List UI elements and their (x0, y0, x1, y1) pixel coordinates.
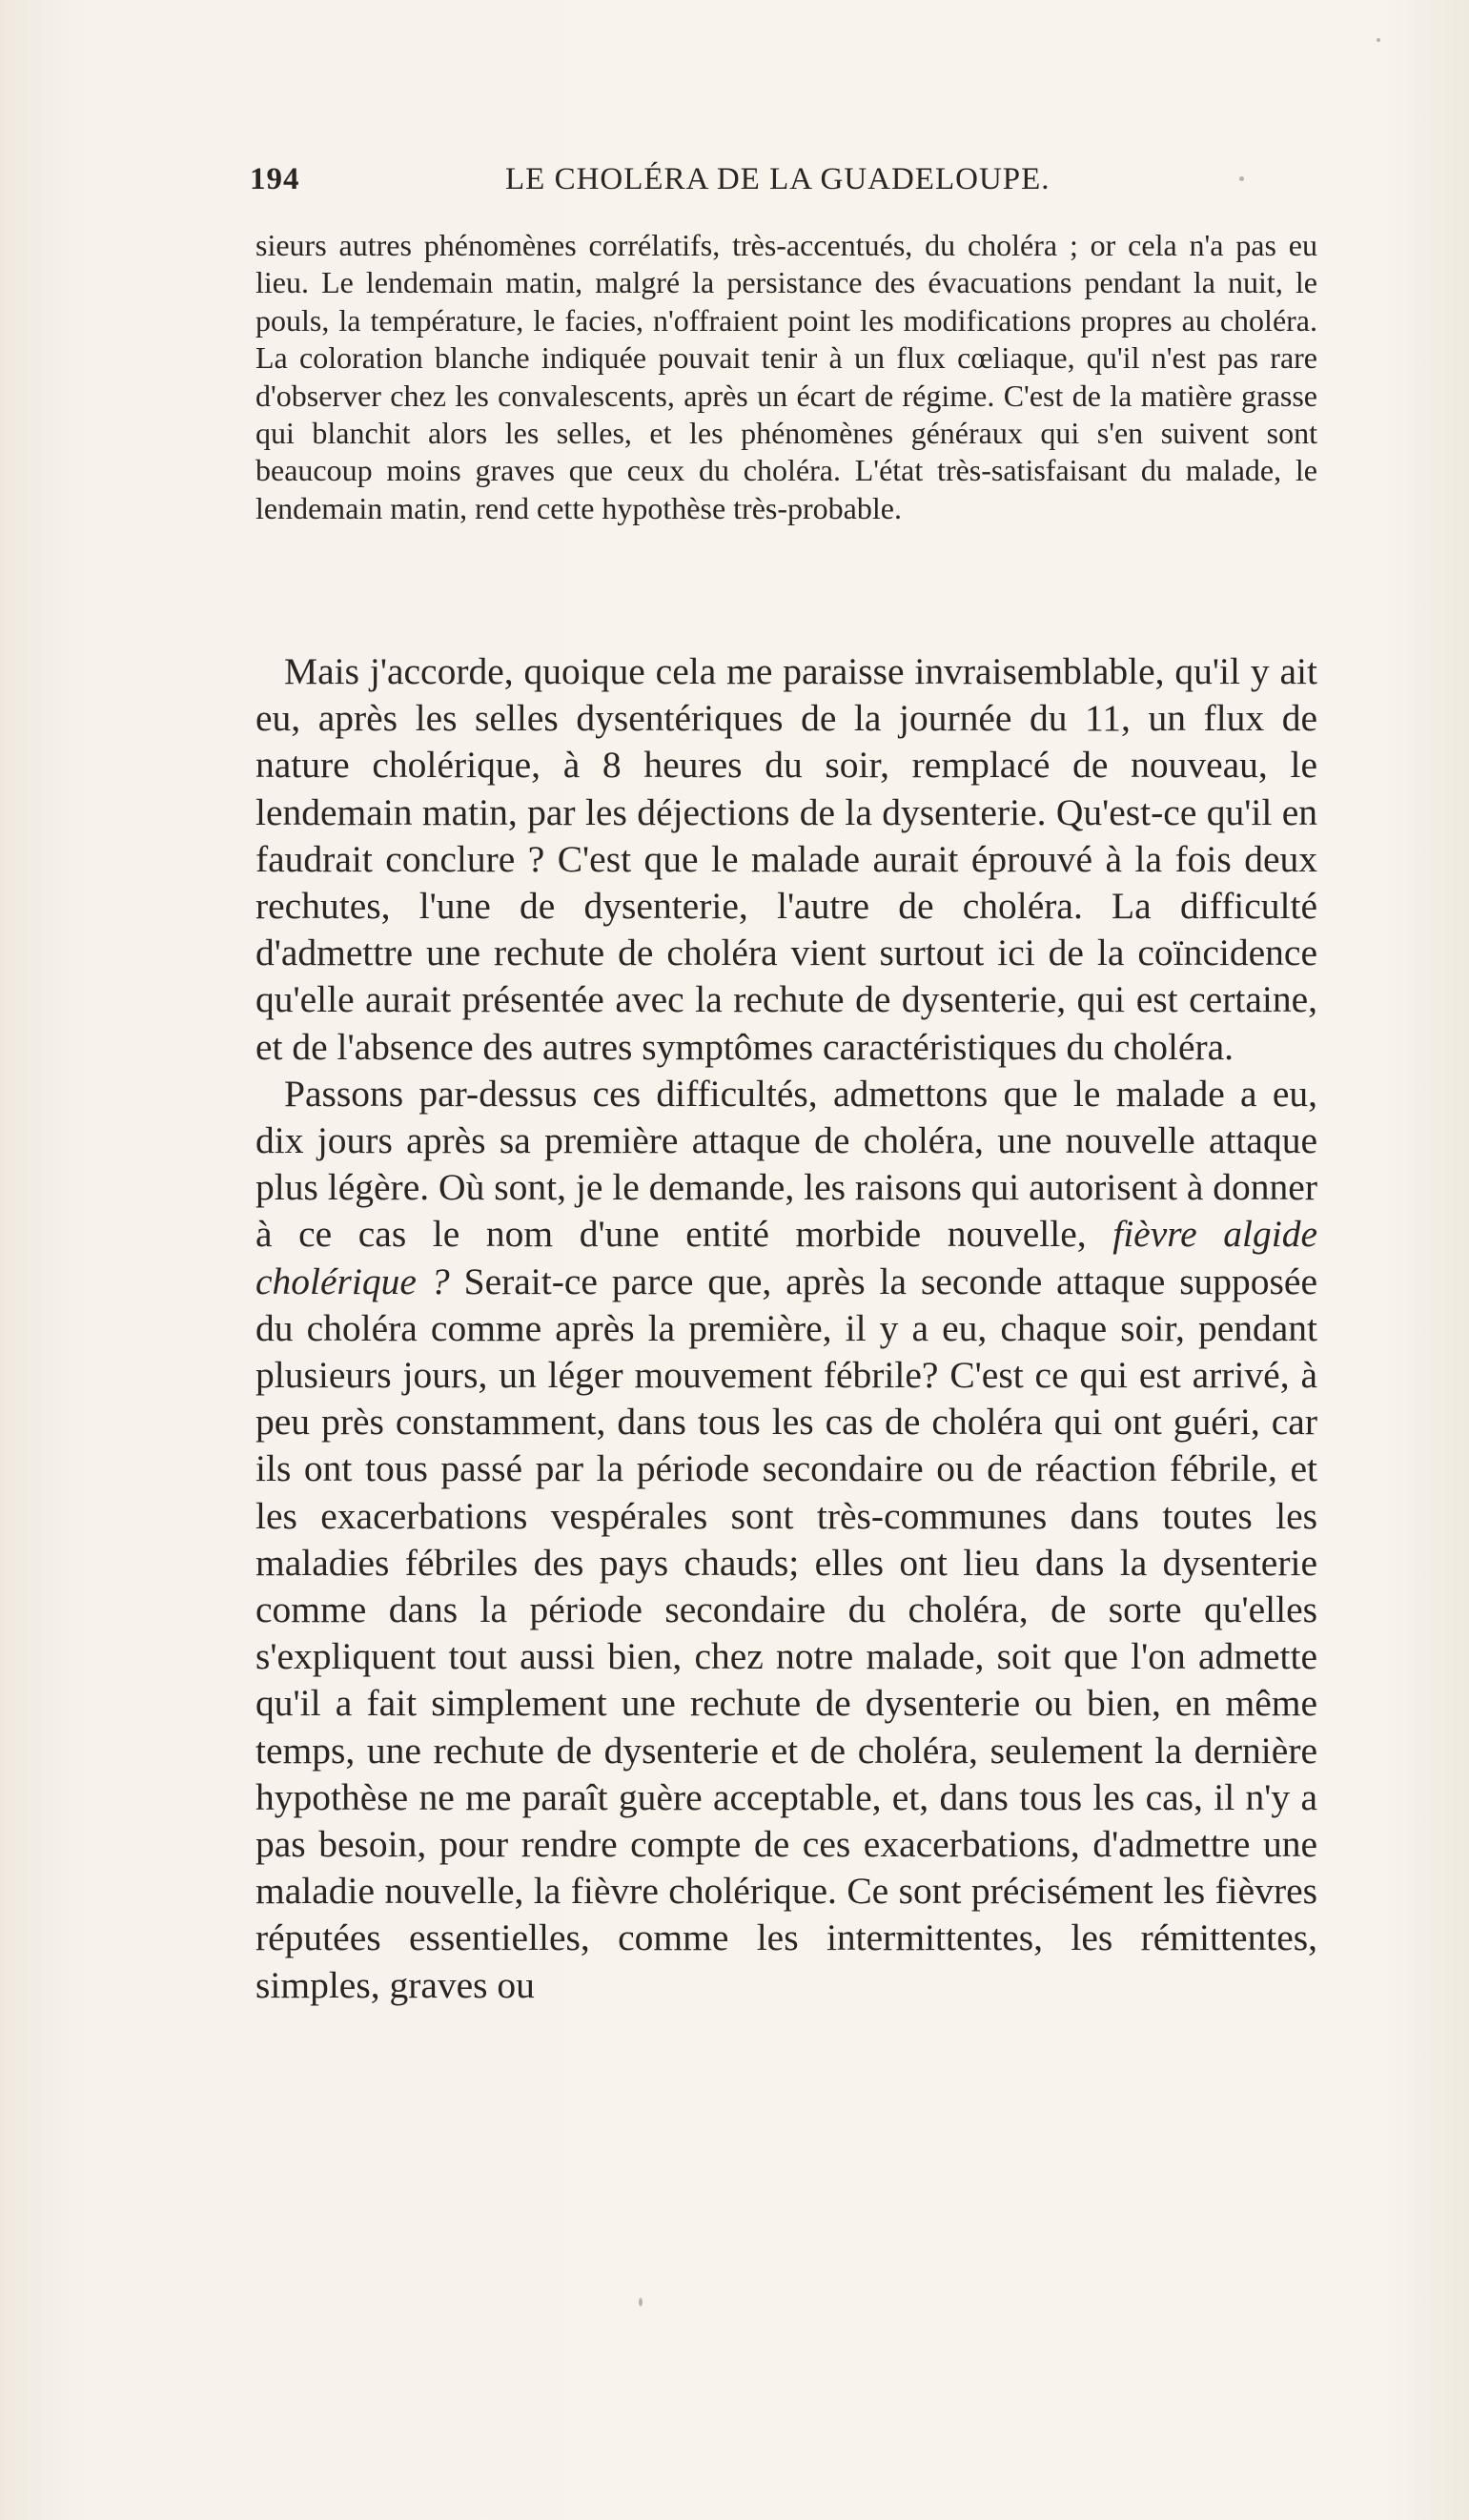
main-text-block (255, 648, 1317, 2009)
paragraph-2-text-start: Passons par-dessus ces difficultés, admettons que le malade a eu, dix jours après sa première attaque de choléra, une nouvelle attaque plus légère. Où sont, je le demande, les raisons qui autorisent à donner à ce cas le nom d'une entité morbide nouvelle, (255, 1072, 1317, 1256)
small-print-paragraph: sieurs autres phénomènes corrélatifs, très-accentués, du choléra ; or cela n'a pas eu lieu. Le lendemain matin, malgré la persistance des évacuations pendant la nuit, le pouls, la température, le facies, n'offraient point les modifications propres au choléra. La coloration blanche indiquée pouvait tenir à un flux cœliaque, qu'il n'est pas rare d'observer chez les convalescents, après un écart de régime. C'est de la matière grasse qui blanchit alors les selles, et les phénomènes généraux qui s'en suivent sont beaucoup moins graves que ceux du choléra. L'état très-satisfaisant du malade, le lendemain matin, rend cette hypothèse très-probable. (255, 228, 1317, 525)
running-head (250, 162, 1317, 210)
paper-speck (1239, 176, 1244, 181)
paragraph-2-text-end: Serait-ce parce que, après la seconde attaque supposée du choléra comme après la première, il y a eu, chaque soir, pendant plusieurs jours, un léger mouvement fébrile? C'est ce qui est arrivé, à peu près constamment, dans tous les cas de choléra qui ont guéri, car ils ont tous passé par la période secondaire ou de réaction fébrile, et les exacerbations vespérales sont très-communes dans toutes les maladies fébriles des pays chauds; elles ont lieu dans la dysenterie comme dans la période secondaire du choléra, de sorte qu'elles s'expliquent tout aussi bien, chez notre malade, soit que l'on admette qu'il a fait simplement une rechute de dysenterie ou bien, en même temps, une rechute de dysenterie et de choléra, seulement la dernière hypothèse ne me paraît guère acceptable, et, dans tous les cas, il n'y a pas besoin, pour rendre compte de ces exacerbations, d'admettre une maladie nouvelle, la fièvre cholérique. Ce sont précisément les fièvres réputées essentielles, comme les intermittentes, les rémittentes, simples, graves ou (255, 1260, 1317, 2006)
paper-speck (639, 2298, 643, 2306)
paragraph-2-italic-term: fièvre algide cholérique ? (255, 1213, 1318, 1302)
paragraph-1: Mais j'accorde, quoique cela me paraisse invraisemblable, qu'il y ait eu, après les selles dysentériques de la journée du 11, un flux de nature cholérique, à 8 heures du soir, remplacé de nouveau, le lendemain matin, par les déjections de la dysenterie. Qu'est-ce qu'il en faudrait conclure ? C'est que le malade aurait éprouvé à la fois deux rechutes, l'une de dysenterie, l'autre de choléra. La difficulté d'admettre une rechute de choléra vient surtout ici de la coïncidence qu'elle aurait présentée avec la rechute de dysenterie, qui est certaine, et de l'absence des autres symptômes caractéristiques du choléra. (255, 650, 1317, 1068)
paper-speck (1377, 38, 1380, 42)
page-number: 194 (250, 162, 300, 196)
running-title: LE CHOLÉRA DE LA GUADELOUPE. (505, 162, 1051, 196)
small-print-block (255, 227, 1317, 527)
paragraph-2 (255, 1071, 1317, 2009)
